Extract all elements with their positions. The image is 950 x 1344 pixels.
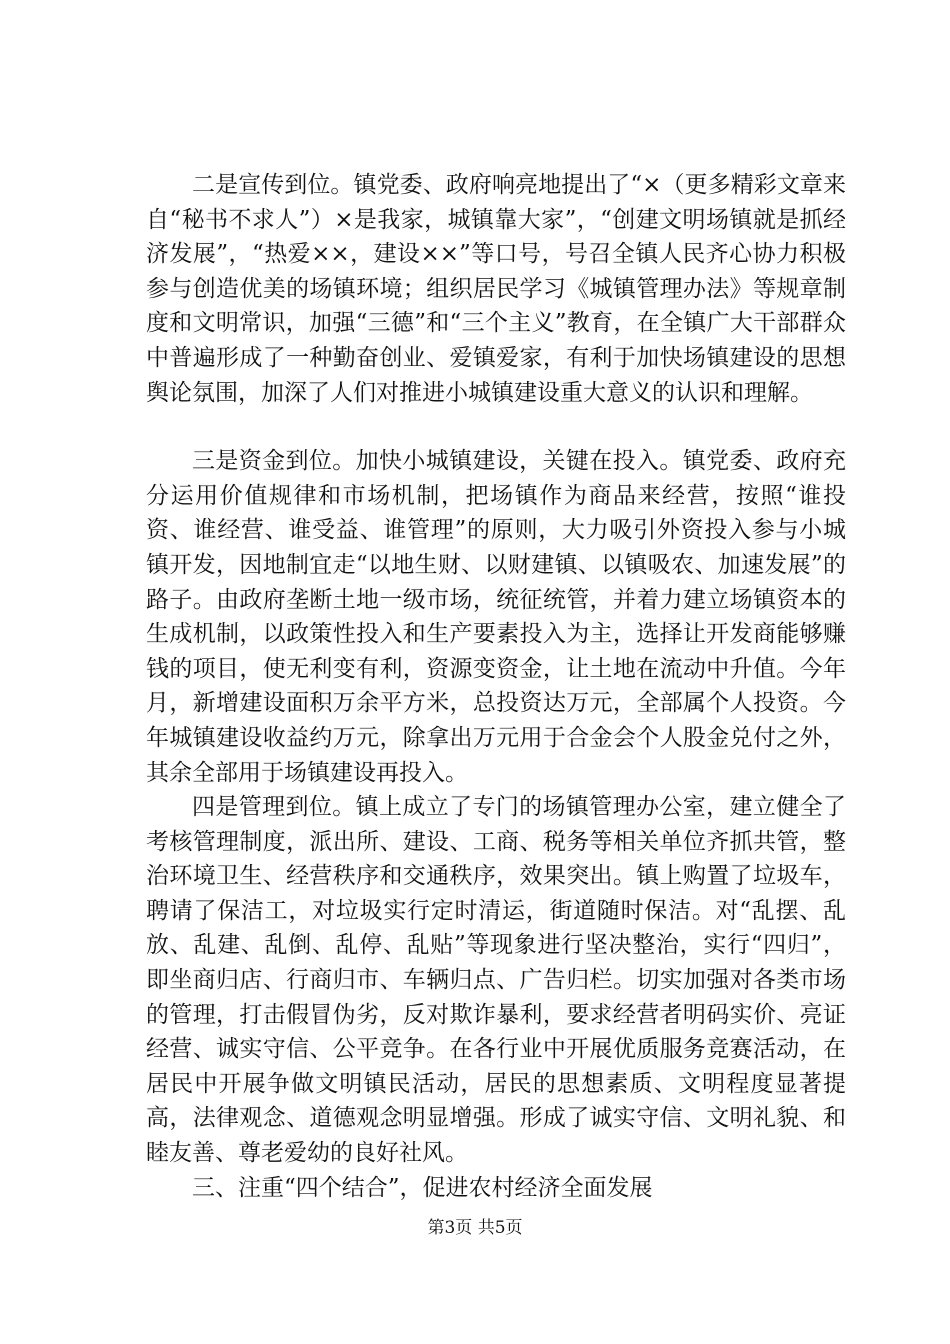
paragraph-funding: 三是资金到位。加快小城镇建设，关键在投入。镇党委、政府充分运用价值规律和市场机制，把场镇作为商品来经营，按照“谁投资、谁经营、谁受益、谁管理”的原则，大力吸引外资投入参与小城镇开发，因地制宜走“以地生财、以财建镇、以镇吸农、加速发展”的路子。由政府垄断土地一级市场，统征统管，并着力建立场镇资本的生成机制，以政策性投入和生产要素投入为主，选择让开发商能够赚钱的项目，使无利变有利，资源变资金，让土地在流动中升值。今年月，新增建设面积万余平方米，总投资达万元，全部属个人投资。今年城镇建设收益约万元，除拿出万元用于合金会个人股金兑付之外，其余全部用于场镇建设再投入。 — [146, 448, 846, 786]
document-body — [146, 168, 846, 1205]
paragraph-publicity: 二是宣传到位。镇党委、政府响亮地提出了“×（更多精彩文章来自“秘书不求人”）×是我家，城镇靠大家”，“创建文明场镇就是抓经济发展”，“热爱××，建设××”等口号，号召全镇人民齐心协力积极参与创造优美的场镇环境；组织居民学习《城镇管理办法》等规章制度和文明常识，加强“三德”和“三个主义”教育，在全镇广大干部群众中普遍形成了一种勤奋创业、爱镇爱家，有利于加快场镇建设的思想舆论氛围，加深了人们对推进小城镇建设重大意义的认识和理解。 — [146, 172, 846, 406]
page-footer: 第3页 共5页 — [427, 1218, 523, 1238]
paragraph-management: 四是管理到位。镇上成立了专门的场镇管理办公室，建立健全了考核管理制度，派出所、建设、工商、税务等相关单位齐抓共管，整治环境卫生、经营秩序和交通秩序，效果突出。镇上购置了垃圾车，聘请了保洁工，对垃圾实行定时清运，街道随时保洁。对“乱摆、乱放、乱建、乱倒、乱停、乱贴”等现象进行坚决整治，实行“四归”，即坐商归店、行商归市、车辆归点、广告归栏。切实加强对各类市场的管理，打击假冒伪劣，反对欺诈暴利，要求经营者明码实价、亮证经营、诚实守信、公平竞争。在各行业中开展优质服务竞赛活动，在居民中开展争做文明镇民活动，居民的思想素质、文明程度显著提高，法律观念、道德观念明显增强。形成了诚实守信、文明礼貌、和睦友善、尊老爱幼的良好社风。 — [146, 794, 846, 1167]
paragraph-gap — [146, 410, 846, 444]
section-heading: 三、注重“四个结合”，促进农村经济全面发展 — [192, 1174, 653, 1201]
